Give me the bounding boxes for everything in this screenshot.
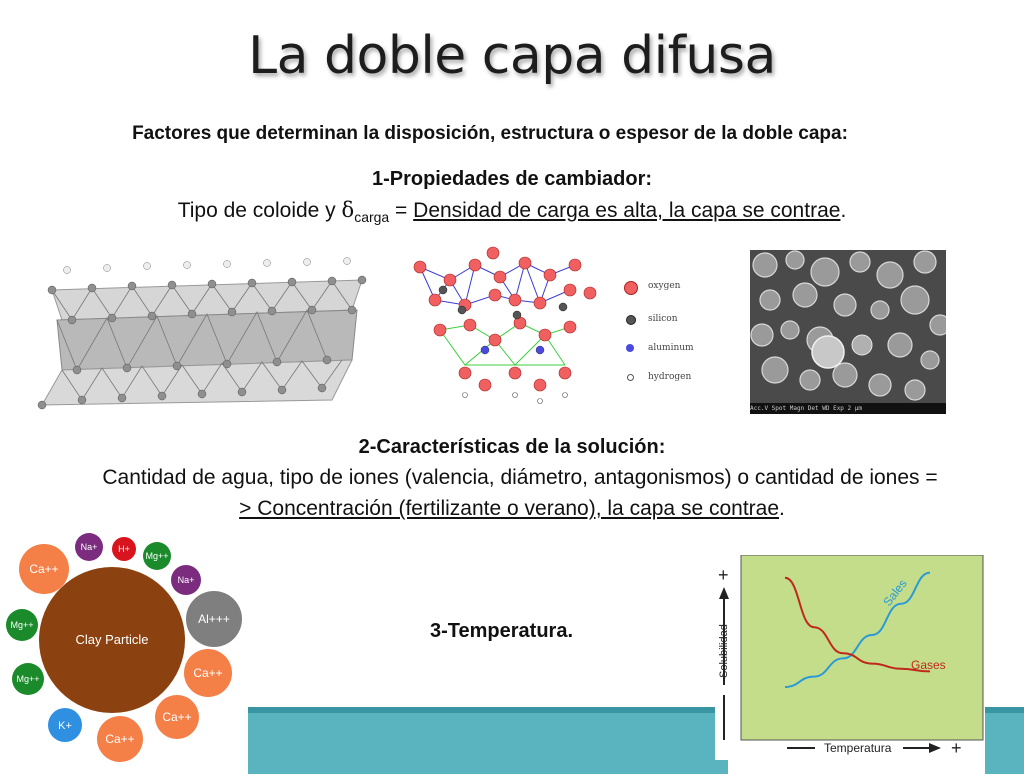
ion-mg-3-label: Mg++: [16, 674, 40, 684]
ion-na-1-label: Na+: [80, 542, 98, 552]
clay-sheet-structure-image: [32, 250, 372, 415]
y-axis-label: Solubilidad: [718, 624, 730, 678]
x-axis-label: Temperatura: [824, 741, 892, 755]
ion-ca-3-label: Ca++: [162, 710, 192, 724]
ion-mg-1-label: Mg++: [145, 551, 169, 561]
y-axis-plus: +: [718, 565, 729, 585]
section2-heading: 2-Características de la solución:: [358, 436, 666, 458]
section2-end: .: [779, 497, 785, 520]
clay-particle-diagram: [0, 525, 250, 768]
legend-oxygen-label: oxygen: [648, 281, 681, 291]
intro-text: Factores que determinan la disposición, estructura o espesor de la doble capa:: [132, 123, 848, 144]
atomic-lattice-diagram: [405, 245, 615, 405]
sem-texture: [750, 250, 946, 403]
delta-symbol: δ: [341, 198, 355, 222]
section2-line1: Cantidad de agua, tipo de iones (valencia, diámetro, antagonismos) o cantidad de iones =: [102, 466, 938, 489]
aluminum-swatch: [626, 344, 634, 352]
section3-heading: 3-Temperatura.: [430, 620, 574, 642]
ion-na-2-label: Na+: [177, 575, 195, 585]
ion-k-label: K+: [58, 720, 72, 732]
chart-plot-area: [741, 555, 983, 740]
section1-eq: =: [389, 199, 414, 222]
legend-silicon-label: silicon: [648, 314, 678, 324]
ion-mg-2-label: Mg++: [10, 620, 34, 630]
lattice-legend: [622, 280, 732, 400]
footer-accent-bar: [248, 707, 728, 774]
ion-ca-4-label: Ca++: [105, 732, 135, 746]
delta-subscript: carga: [354, 209, 390, 226]
silicon-swatch: [626, 315, 636, 325]
ion-al-label: Al+++: [198, 612, 230, 626]
x-axis-plus: +: [951, 738, 962, 758]
legend-aluminum-label: aluminum: [648, 343, 694, 353]
series-label-sales: Sales: [880, 576, 910, 609]
series-label-gases: Gases: [911, 658, 946, 672]
hydrogen-swatch: [627, 374, 634, 381]
ion-ca-2-label: Ca++: [193, 666, 223, 680]
ion-h-label: H+: [118, 544, 130, 554]
legend-hydrogen-label: hydrogen: [648, 372, 692, 382]
section1-underlined: Densidad de carga es alta, la capa se contrae: [413, 199, 841, 222]
solubility-chart: [715, 555, 985, 760]
sem-micrograph: [750, 250, 946, 414]
slide-title: La doble capa difusa: [248, 26, 776, 86]
section1-heading: 1-Propiedades de cambiador:: [371, 168, 653, 190]
section2-underlined: > Concentración (fertilizante o verano), la capa se contrae: [239, 497, 780, 520]
section2-line2: [0, 497, 1024, 521]
section1-end: .: [840, 199, 847, 222]
sem-footer: Acc.V Spot Magn Det WD Exp 2 µm: [750, 403, 946, 414]
section1-prefix: Tipo de coloide y: [177, 199, 342, 222]
clay-particle-label: Clay Particle: [75, 632, 149, 647]
section1-line: [0, 198, 1024, 225]
oxygen-swatch: [624, 281, 638, 295]
ion-ca-1-label: Ca++: [29, 562, 59, 576]
footer-accent-bar-right: [985, 707, 1024, 774]
